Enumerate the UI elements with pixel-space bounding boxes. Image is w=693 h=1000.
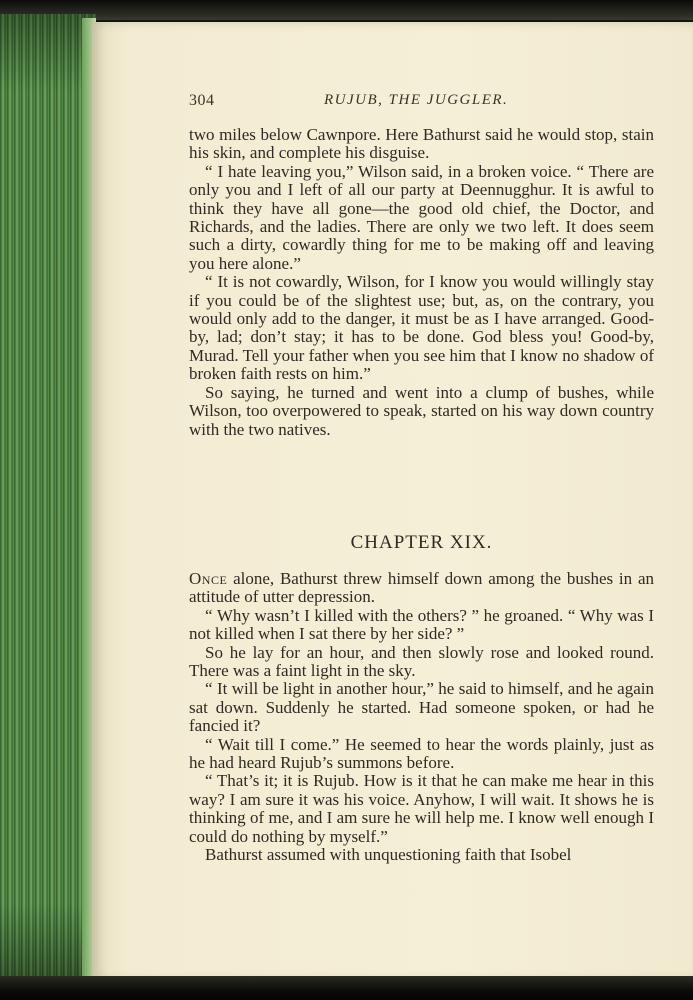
paragraph: “ I hate leaving you,” Wilson said, in a broken voice. “ There are only you and I left of all our party at Deennugghur. It is awful to think they have all gone—the good old chief, the Doctor, and Richards, and the ladies. There are only we two left. It does seem such a dirty, cowardly thing for me to be making off and leaving you here alone.” [189, 161, 654, 273]
page-number: 304 [189, 92, 215, 109]
paragraph: “ It is not cowardly, Wilson, for I know you would willingly stay if you could be of the slightest use; but, as, on the contrary, you would only add to the danger, it must be as I have arranged. Good-by, lad; don’t stay; it has to be done. God bless you! Good-by, Murad. Tell your father when you see him that I know no shadow of broken faith rests on him.” [189, 272, 654, 384]
chapter-opening-paragraph [189, 570, 654, 607]
opening-word: Once [189, 569, 228, 588]
paragraph: “ Why wasn’t I killed with the others? ” he groaned. “ Why was I not killed when I sat there by her side? ” [189, 605, 654, 644]
paragraph: “ Wait till I come.” He seemed to hear the words plainly, just as he had heard Rujub’s summons before. [189, 734, 654, 773]
opening-text: alone, Bathurst threw himself down among the bushes in an attitude of utter depression. [189, 569, 654, 607]
paragraph: Bathurst assumed with unquestioning faith that Isobel [205, 845, 572, 865]
paragraph: “ It will be light in another hour,” he said to himself, and he again sat down. Suddenly he started. Had someone spoken, or had he fancied it? [189, 679, 654, 736]
text-block-chapter [189, 570, 654, 865]
chapter-heading: CHAPTER XIX. [350, 532, 493, 553]
running-head [189, 92, 659, 112]
book-cover-bottom [0, 976, 693, 1000]
paragraph: two miles below Cawnpore. Here Bathurst said he would stop, stain his skin, and complete his disguise. [189, 125, 654, 163]
running-title: RUJUB, THE JUGGLER. [324, 92, 509, 108]
text-block-before-chapter [189, 126, 654, 439]
paragraph: So he lay for an hour, and then slowly rose and looked round. There was a faint light in the sky. [189, 642, 654, 681]
book-cover-top [0, 0, 693, 20]
paragraph: “ That’s it; it is Rujub. How is it that he can make me hear in this way? I am sure it was his voice. Anyhow, I will wait. It shows he is thinking of me, and I am sure he will help me. I know well enough I could do nothing by myself.” [189, 771, 654, 846]
paragraph: So saying, he turned and went into a clump of bushes, while Wilson, too overpowered to speak, started on his way down country with the two natives. [189, 382, 654, 439]
